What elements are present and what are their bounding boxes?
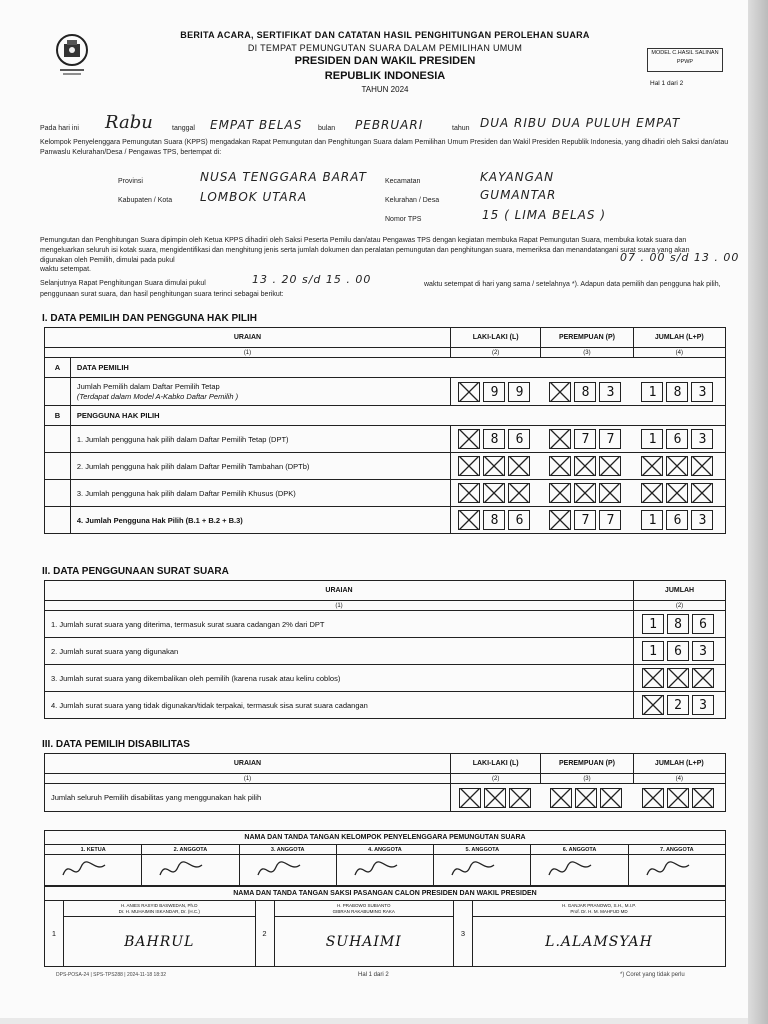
s3-t-digit-box	[667, 788, 689, 808]
b-title: PENGGUNA HAK PILIH	[70, 406, 725, 426]
s3-col-laki: LAKI-LAKI (L)	[451, 754, 541, 774]
b4-laki	[451, 510, 541, 530]
b4-t-digit-box: 1	[641, 510, 663, 530]
b2-l-digit-box	[458, 456, 480, 476]
s2-col-uraian: URAIAN	[45, 581, 634, 601]
a-row-text: Jumlah Pemilih dalam Daftar Pemilih Tetap	[76, 381, 220, 391]
b2-l-digit-box	[483, 456, 505, 476]
b4-t-digit-box: 3	[691, 510, 713, 530]
kpps-role: 4. ANGGOTA	[336, 845, 433, 855]
tps-value: 15 ( LIMA BELAS )	[482, 208, 607, 222]
b2-p-digit-box	[574, 456, 596, 476]
b3-l-digit-box	[458, 483, 480, 503]
b1-l-digit-box: 6	[508, 429, 530, 449]
kpps-title: NAMA DAN TANDA TANGAN KELOMPOK PENYELENGGARA PEMUNGUTAN SUARA	[45, 831, 726, 845]
kpps-signature	[45, 855, 142, 886]
s2-1-digit-box: 8	[667, 614, 689, 634]
bulan-value: PEBRUARI	[355, 118, 424, 132]
intro-paragraph: Kelompok Penyelenggara Pemungutan Suara (KPPS) mengadakan Rapat Pemungutan dan Penghitungan Suara dalam Pemilihan Umum Presiden dan Wakil Presiden Republik Indonesia, yang dihadiri oleh Saksi dan/atau Panwaslu Kelurahan/Desa / Pengawas TPS, bertempat di:	[40, 139, 729, 156]
s3-p-digit-box	[600, 788, 622, 808]
col-uraian: URAIAN	[45, 328, 451, 348]
kpps-signature-table	[44, 830, 726, 886]
s3-perempuan	[541, 788, 633, 808]
s2-row	[45, 638, 726, 665]
kpps-signature	[142, 855, 239, 886]
b2-t-digit-box	[691, 456, 713, 476]
kpps-signature	[239, 855, 336, 886]
s2-row	[45, 692, 726, 719]
saksi-candidate-names: H. ANIES RASYID BASWEDAN, Ph.D Dr. H. MUHAIMIN ISKANDAR, Dr. (H.C.)	[64, 901, 256, 917]
pada-hari-label: Pada hari ini	[40, 125, 79, 132]
waktu-label: waktu setempat.	[40, 266, 91, 273]
saksi-number: 1	[45, 901, 64, 967]
start-time-value: 07 . 00 s/d 13 . 00	[620, 251, 740, 264]
b3-p-digit-box	[549, 483, 571, 503]
a-p-digit-box: 8	[574, 382, 596, 402]
header-line-3: PRESIDEN DAN WAKIL PRESIDEN	[294, 55, 476, 67]
s3-jumlah	[633, 788, 725, 808]
b4-l-digit-box: 6	[508, 510, 530, 530]
col-perempuan: PEREMPUAN (P)	[541, 328, 633, 348]
b2-laki	[451, 456, 541, 476]
b1-t-digit-box: 6	[666, 429, 688, 449]
s2-4-digit-box	[642, 695, 664, 715]
b1-p-digit-box: 7	[574, 429, 596, 449]
footer-page: Hal 1 dari 2	[358, 972, 389, 978]
header-line-5: TAHUN 2024	[361, 85, 409, 94]
saksi-name-written: BAHRUL	[124, 933, 195, 950]
col-num-1: (1)	[45, 348, 451, 358]
b2-perempuan	[541, 456, 633, 476]
provinsi-label: Provinsi	[118, 178, 143, 185]
kecamatan-value: KAYANGAN	[480, 170, 555, 184]
saksi-name-written: SUHAIMI	[325, 933, 402, 950]
s2-row-values	[634, 668, 725, 688]
s3-laki	[451, 788, 541, 808]
a-p-digit-box	[549, 382, 571, 402]
b1-p-digit-box	[549, 429, 571, 449]
s3-num-1: (1)	[45, 774, 451, 784]
saksi-number: 3	[454, 901, 473, 967]
s3-t-digit-box	[692, 788, 714, 808]
b3-t-digit-box	[641, 483, 663, 503]
b-row	[45, 453, 726, 480]
kabupaten-label: Kabupaten / Kota	[118, 197, 173, 204]
row-letter-b: B	[45, 406, 71, 426]
bulan-label: bulan	[318, 125, 336, 132]
b4-t-digit-box: 6	[666, 510, 688, 530]
kpps-role: 7. ANGGOTA	[628, 845, 725, 855]
s3-l-digit-box	[484, 788, 506, 808]
kpps-signature	[434, 855, 531, 886]
s2-3-digit-box	[642, 668, 664, 688]
s2-3-digit-box	[667, 668, 689, 688]
b3-laki	[451, 483, 541, 503]
s2-row	[45, 611, 726, 638]
tahun-label: tahun	[452, 125, 470, 132]
a-l-digit-box: 9	[508, 382, 530, 402]
kpps-role: 1. KETUA	[45, 845, 142, 855]
process-paragraph-2a: Selanjutnya Rapat Penghitungan Suara dimulai pukul	[40, 280, 206, 287]
process-paragraph-2b: waktu setempat di hari yang sama / setelahnya *). Adapun data pemilih dan pengguna hak pilih, penggunaan surat suara, dan hasil penghitungan suara terinci sebagai berikut:	[40, 281, 721, 298]
b1-t-digit-box: 3	[691, 429, 713, 449]
b1-perempuan	[541, 429, 633, 449]
col-laki: LAKI-LAKI (L)	[450, 328, 540, 348]
b-row-values	[451, 510, 725, 530]
b3-t-digit-box	[666, 483, 688, 503]
b1-l-digit-box: 8	[483, 429, 505, 449]
model-box: MODEL C.HASIL SALINAN PPWP	[647, 48, 723, 72]
b4-perempuan	[541, 510, 633, 530]
b-row-values	[451, 483, 725, 503]
s3-col-jumlah: JUMLAH (L+P)	[633, 754, 725, 774]
s2-row-values	[634, 641, 725, 661]
kpps-role: 2. ANGGOTA	[142, 845, 239, 855]
b2-p-digit-box	[599, 456, 621, 476]
s2-row-values	[634, 695, 725, 715]
a-row-label	[70, 378, 450, 406]
provinsi-value: NUSA TENGGARA BARAT	[200, 170, 367, 184]
tanggal-label: tanggal	[172, 125, 195, 132]
kpps-signature	[336, 855, 433, 886]
saksi-title: NAMA DAN TANDA TANGAN SAKSI PASANGAN CALON PRESIDEN DAN WAKIL PRESIDEN	[45, 887, 726, 901]
s2-num-1: (1)	[45, 601, 634, 611]
hari-value: Rabu	[105, 112, 153, 133]
s2-row	[45, 665, 726, 692]
s3-p-digit-box	[575, 788, 597, 808]
s3-num-3: (3)	[541, 774, 633, 784]
b4-l-digit-box: 8	[483, 510, 505, 530]
saksi-signature	[64, 917, 256, 967]
col-num-3: (3)	[541, 348, 633, 358]
a-values-cell	[450, 378, 725, 406]
b-row-values	[451, 456, 725, 476]
s2-3-digit-box	[692, 668, 714, 688]
kpps-signature	[628, 855, 725, 886]
b1-t-digit-box: 1	[641, 429, 663, 449]
row-letter-a: A	[45, 358, 71, 378]
b-row-label: 1. Jumlah pengguna hak pilih dalam Daftar Pemilih Tetap (DPT)	[70, 426, 450, 453]
s3-l-digit-box	[509, 788, 531, 808]
saksi-candidate-names: H. GANJAR PRANOWO, S.H., M.I.P. Prof. Dr. H. M. MAHFUD MD	[473, 901, 726, 917]
section-1-title: I. DATA PEMILIH DAN PENGGUNA HAK PILIH	[42, 313, 257, 324]
kpu-logo	[54, 30, 90, 80]
b3-jumlah	[633, 483, 725, 503]
count-time-value: 13 . 20 s/d 15 . 00	[252, 273, 372, 286]
s3-p-digit-box	[550, 788, 572, 808]
s3-col-perempuan: PEREMPUAN (P)	[541, 754, 633, 774]
s2-row-label: 4. Jumlah surat suara yang tidak digunakan/tidak terpakai, termasuk sisa surat suara cadangan	[45, 692, 634, 719]
saksi-signature-table	[44, 886, 726, 967]
col-num-4: (4)	[633, 348, 725, 358]
s3-col-uraian: URAIAN	[45, 754, 451, 774]
b1-laki	[451, 429, 541, 449]
kpps-role: 6. ANGGOTA	[531, 845, 628, 855]
b3-t-digit-box	[691, 483, 713, 503]
a-laki	[451, 382, 541, 402]
a-t-digit-box: 8	[666, 382, 688, 402]
b2-p-digit-box	[549, 456, 571, 476]
s2-2-digit-box: 6	[667, 641, 689, 661]
s3-t-digit-box	[642, 788, 664, 808]
a-perempuan	[541, 382, 633, 402]
b4-jumlah	[633, 510, 725, 530]
tps-label: Nomor TPS	[385, 216, 422, 223]
s2-row-label: 2. Jumlah surat suara yang digunakan	[45, 638, 634, 665]
b3-l-digit-box	[508, 483, 530, 503]
col-num-2: (2)	[450, 348, 540, 358]
a-l-digit-box	[458, 382, 480, 402]
b-row-label: 4. Jumlah Pengguna Hak Pilih (B.1 + B.2 + B.3)	[70, 507, 450, 534]
saksi-candidate-names: H. PRABOWO SUBIANTO GIBRAN RAKABUMING RAKA	[274, 901, 454, 917]
b2-t-digit-box	[641, 456, 663, 476]
b4-p-digit-box	[549, 510, 571, 530]
a-p-digit-box: 3	[599, 382, 621, 402]
tahun-value: DUA RIBU DUA PULUH EMPAT	[480, 116, 681, 130]
b4-l-digit-box	[458, 510, 480, 530]
kelurahan-value: GUMANTAR	[480, 188, 557, 202]
b4-p-digit-box: 7	[574, 510, 596, 530]
b2-jumlah	[633, 456, 725, 476]
a-t-digit-box: 1	[641, 382, 663, 402]
kpps-role: 3. ANGGOTA	[239, 845, 336, 855]
s3-values-cell	[451, 784, 726, 812]
s3-num-2: (2)	[451, 774, 541, 784]
b3-perempuan	[541, 483, 633, 503]
s2-2-digit-box: 3	[692, 641, 714, 661]
s2-1-digit-box: 6	[692, 614, 714, 634]
s2-row-label: 3. Jumlah surat suara yang dikembalikan oleh pemilih (karena rusak atau keliru coblos)	[45, 665, 634, 692]
b1-l-digit-box	[458, 429, 480, 449]
a-jumlah	[633, 382, 725, 402]
section-2-table	[44, 580, 726, 719]
s2-4-digit-box: 2	[667, 695, 689, 715]
b3-l-digit-box	[483, 483, 505, 503]
b4-p-digit-box: 7	[599, 510, 621, 530]
s3-row-label: Jumlah seluruh Pemilih disabilitas yang menggunakan hak pilih	[45, 784, 451, 812]
b-row	[45, 480, 726, 507]
section-2-title: II. DATA PENGGUNAAN SURAT SUARA	[42, 566, 229, 577]
footer-note: *) Coret yang tidak perlu	[620, 972, 685, 978]
s2-2-digit-box: 1	[642, 641, 664, 661]
a-l-digit-box: 9	[483, 382, 505, 402]
header-line-1: BERITA ACARA, SERTIFIKAT DAN CATATAN HASIL PENGHITUNGAN PEROLEHAN SUARA	[180, 30, 590, 40]
s3-values	[451, 788, 725, 808]
b1-jumlah	[633, 429, 725, 449]
page-edge	[748, 0, 768, 1024]
page-indicator: Hal 1 dari 2	[650, 80, 684, 87]
saksi-number: 2	[255, 901, 274, 967]
saksi-signature	[473, 917, 726, 967]
header-line-4: REPUBLIK INDONESIA	[324, 70, 446, 82]
kpps-role: 5. ANGGOTA	[434, 845, 531, 855]
b3-p-digit-box	[574, 483, 596, 503]
a-title: DATA PEMILIH	[70, 358, 725, 378]
kecamatan-label: Kecamatan	[385, 178, 421, 185]
process-paragraph-1: Pemungutan dan Penghitungan Suara dipimpin oleh Ketua KPPS dihadiri oleh Saksi Peserta Pemilu dan/atau Pengawas TPS dengan kegiatan membuka Rapat Pemungutan Suara, membuka kotak suara dan mengeluarkan seluruh isi kotak suara, mengidentifikasi dan menghitung jenis serta jumlah dokumen dan peralatan pemungutan dan penghitungan suara, memeriksa dan menandatangani surat suara yang akan digunakan oleh Pemilih, dimulai pada pukul	[40, 237, 690, 264]
kpps-signature	[531, 855, 628, 886]
s2-col-jumlah: JUMLAH	[634, 581, 726, 601]
s3-l-digit-box	[459, 788, 481, 808]
s2-num-2: (2)	[634, 601, 726, 611]
s2-4-digit-box: 3	[692, 695, 714, 715]
b-row-label: 3. Jumlah pengguna hak pilih dalam Daftar Pemilih Khusus (DPK)	[70, 480, 450, 507]
b3-p-digit-box	[599, 483, 621, 503]
b-row	[45, 507, 726, 534]
section-3-table	[44, 753, 726, 812]
b2-l-digit-box	[508, 456, 530, 476]
s2-1-digit-box: 1	[642, 614, 664, 634]
s2-row-label: 1. Jumlah surat suara yang diterima, termasuk surat suara cadangan 2% dari DPT	[45, 611, 634, 638]
footer-left: DPS-POSA-24 | SPS-TPS288 | 2024-11-18 18:32	[56, 972, 167, 978]
a-row-note: (Terdapat dalam Model A-Kabko Daftar Pemilih )	[76, 391, 239, 401]
a-values	[451, 382, 725, 402]
a-t-digit-box: 3	[691, 382, 713, 402]
b1-p-digit-box: 7	[599, 429, 621, 449]
kelurahan-label: Kelurahan / Desa	[385, 197, 440, 204]
s2-row-values	[634, 614, 725, 634]
tanggal-value: EMPAT BELAS	[210, 118, 303, 132]
section-1-table	[44, 327, 726, 534]
s3-num-4: (4)	[633, 774, 725, 784]
b-row-values	[451, 429, 725, 449]
b-row	[45, 426, 726, 453]
kabupaten-value: LOMBOK UTARA	[200, 190, 308, 204]
header-line-2: DI TEMPAT PEMUNGUTAN SUARA DALAM PEMILIHAN UMUM	[247, 43, 523, 53]
saksi-name-written: L.ALAMSYAH	[545, 933, 653, 950]
saksi-signature	[274, 917, 454, 967]
section-3-title: III. DATA PEMILIH DISABILITAS	[42, 739, 190, 750]
b2-t-digit-box	[666, 456, 688, 476]
b-row-label: 2. Jumlah pengguna hak pilih dalam Daftar Pemilih Tambahan (DPTb)	[70, 453, 450, 480]
col-jumlah: JUMLAH (L+P)	[633, 328, 725, 348]
